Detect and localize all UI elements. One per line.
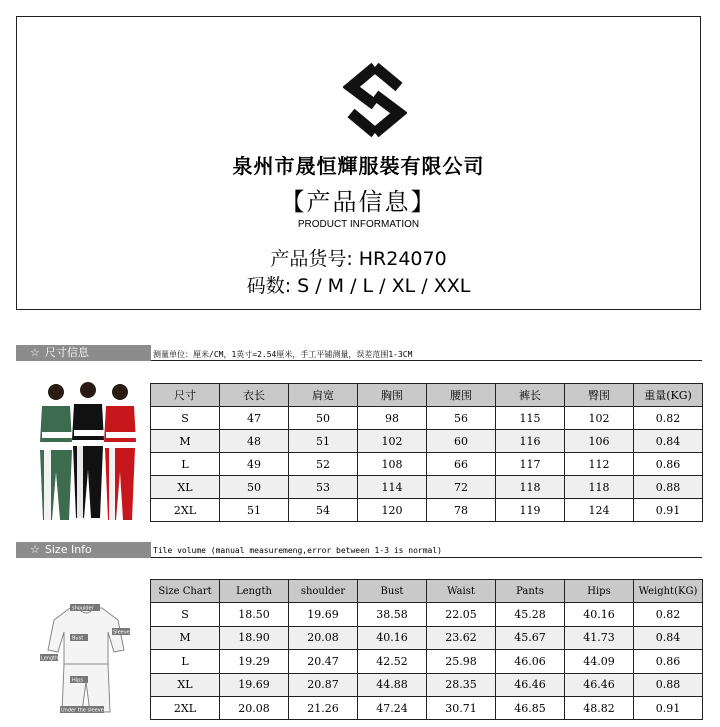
table-cell: 117 — [496, 453, 565, 476]
table-cell: 20.08 — [289, 626, 358, 649]
table-cell: 78 — [427, 499, 496, 522]
diagram-label: Under the sleeve — [61, 707, 104, 714]
column-header: Waist — [427, 580, 496, 603]
table-cell: 48 — [220, 430, 289, 453]
column-header: 裤长 — [496, 384, 565, 407]
table-cell: 116 — [496, 430, 565, 453]
table-cell: 45.67 — [496, 626, 565, 649]
measurement-diagram — [34, 602, 138, 718]
diagram-label: Length — [41, 655, 59, 662]
table-cell: 38.58 — [358, 603, 427, 626]
column-header: Length — [220, 580, 289, 603]
section-label: 尺寸信息 — [44, 346, 89, 359]
table-cell: 47.24 — [358, 696, 427, 719]
table-cell: 108 — [358, 453, 427, 476]
table-row — [151, 673, 703, 696]
table-cell: 102 — [565, 407, 634, 430]
table-header-row — [151, 580, 703, 603]
diagram-label: Sleeve — [113, 629, 130, 636]
table-row — [151, 453, 703, 476]
table-cell: 72 — [427, 476, 496, 499]
table-cell: 0.86 — [634, 453, 703, 476]
column-header: 重量(KG) — [634, 384, 703, 407]
table-cell: 25.98 — [427, 650, 496, 673]
table-cell: 51 — [220, 499, 289, 522]
table-cell: 44.88 — [358, 673, 427, 696]
column-header: Weight(KG) — [634, 580, 703, 603]
table-cell: M — [151, 626, 220, 649]
divider — [151, 557, 702, 558]
column-header: Size Chart — [151, 580, 220, 603]
column-header: 臀围 — [565, 384, 634, 407]
section-bar-cm — [16, 345, 151, 361]
column-header: 肩宽 — [289, 384, 358, 407]
table-cell: 119 — [496, 499, 565, 522]
table-cell: L — [151, 650, 220, 673]
table-cell: 22.05 — [427, 603, 496, 626]
table-cell: 114 — [358, 476, 427, 499]
table-cell: 2XL — [151, 696, 220, 719]
table-cell: 20.47 — [289, 650, 358, 673]
table-row — [151, 603, 703, 626]
table-cell: 54 — [289, 499, 358, 522]
table-cell: 124 — [565, 499, 634, 522]
column-header: shoulder — [289, 580, 358, 603]
column-header: 腰围 — [427, 384, 496, 407]
available-sizes: 码数: S / M / L / XL / XXL — [246, 275, 471, 297]
table-cell: 56 — [427, 407, 496, 430]
table-cell: 60 — [427, 430, 496, 453]
table-cell: 47 — [220, 407, 289, 430]
table-row — [151, 499, 703, 522]
table-cell: 118 — [496, 476, 565, 499]
table-header-row — [151, 384, 703, 407]
table-cell: 50 — [220, 476, 289, 499]
table-cell: XL — [151, 476, 220, 499]
table-cell: 30.71 — [427, 696, 496, 719]
table-cell: 0.88 — [634, 673, 703, 696]
table-cell: 52 — [289, 453, 358, 476]
size-table-cm — [150, 383, 703, 522]
table-cell: 53 — [289, 476, 358, 499]
table-row — [151, 626, 703, 649]
table-cell: 19.69 — [289, 603, 358, 626]
table-cell: 40.16 — [358, 626, 427, 649]
table-cell: 115 — [496, 407, 565, 430]
table-cell: 19.29 — [220, 650, 289, 673]
model-photo — [36, 380, 140, 525]
table-cell: 44.09 — [565, 650, 634, 673]
diagram-label: Hips — [72, 677, 83, 684]
column-header: 尺寸 — [151, 384, 220, 407]
table-cell: S — [151, 407, 220, 430]
table-cell: 45.28 — [496, 603, 565, 626]
table-cell: L — [151, 453, 220, 476]
table-cell: 118 — [565, 476, 634, 499]
size-table-inch — [150, 579, 703, 720]
table-cell: 46.46 — [565, 673, 634, 696]
table-cell: 46.06 — [496, 650, 565, 673]
table-cell: 0.88 — [634, 476, 703, 499]
section-title-en: PRODUCT INFORMATION — [297, 219, 420, 230]
star-icon: ☆ — [30, 346, 40, 359]
diagram-label: Bust — [72, 635, 84, 642]
table-cell: 46.85 — [496, 696, 565, 719]
table-cell: 120 — [358, 499, 427, 522]
table-cell: 2XL — [151, 499, 220, 522]
divider — [151, 360, 702, 361]
section-label: Size Info — [44, 543, 92, 556]
table-cell: 41.73 — [565, 626, 634, 649]
table-row — [151, 650, 703, 673]
table-cell: 50 — [289, 407, 358, 430]
table-cell: 49 — [220, 453, 289, 476]
table-cell: 106 — [565, 430, 634, 453]
table-cell: 21.26 — [289, 696, 358, 719]
table-row — [151, 430, 703, 453]
product-info-card — [16, 16, 701, 310]
column-header: Hips — [565, 580, 634, 603]
company-name: 泉州市晟恒輝服裝有限公司 — [232, 154, 485, 178]
item-number: 产品货号: HR24070 — [270, 248, 447, 270]
measurement-note: Tile volume (manual measuremeng,error between 1-3 is normal) — [153, 546, 442, 555]
column-header: Bust — [358, 580, 427, 603]
table-cell: 112 — [565, 453, 634, 476]
table-cell: 102 — [358, 430, 427, 453]
table-cell: 20.08 — [220, 696, 289, 719]
table-cell: 18.50 — [220, 603, 289, 626]
table-cell: 40.16 — [565, 603, 634, 626]
table-cell: 28.35 — [427, 673, 496, 696]
table-cell: 0.91 — [634, 696, 703, 719]
table-cell: 18.90 — [220, 626, 289, 649]
column-header: 胸围 — [358, 384, 427, 407]
section-bar-inch — [16, 542, 151, 558]
column-header: 衣长 — [220, 384, 289, 407]
table-row — [151, 407, 703, 430]
table-cell: 51 — [289, 430, 358, 453]
column-header: Pants — [496, 580, 565, 603]
table-cell: 0.84 — [634, 626, 703, 649]
table-row — [151, 696, 703, 719]
diagram-label: shoulder — [72, 605, 94, 612]
table-cell: 48.82 — [565, 696, 634, 719]
table-cell: 0.82 — [634, 407, 703, 430]
table-cell: 42.52 — [358, 650, 427, 673]
star-icon: ☆ — [30, 543, 40, 556]
table-cell: 19.69 — [220, 673, 289, 696]
table-cell: 0.84 — [634, 430, 703, 453]
table-cell: 46.46 — [496, 673, 565, 696]
brand-logo-icon — [343, 59, 407, 141]
table-cell: S — [151, 603, 220, 626]
table-cell: 20.87 — [289, 673, 358, 696]
table-cell: 23.62 — [427, 626, 496, 649]
table-cell: XL — [151, 673, 220, 696]
table-cell: 98 — [358, 407, 427, 430]
table-row — [151, 476, 703, 499]
table-cell: 0.82 — [634, 603, 703, 626]
table-cell: 0.91 — [634, 499, 703, 522]
table-cell: M — [151, 430, 220, 453]
table-cell: 66 — [427, 453, 496, 476]
section-title-cn: 【产品信息】 — [280, 188, 437, 216]
measurement-note: 测量单位：厘米/CM，1英寸=2.54厘米，手工平铺测量，误差范围1-3CM — [153, 350, 413, 359]
table-cell: 0.86 — [634, 650, 703, 673]
